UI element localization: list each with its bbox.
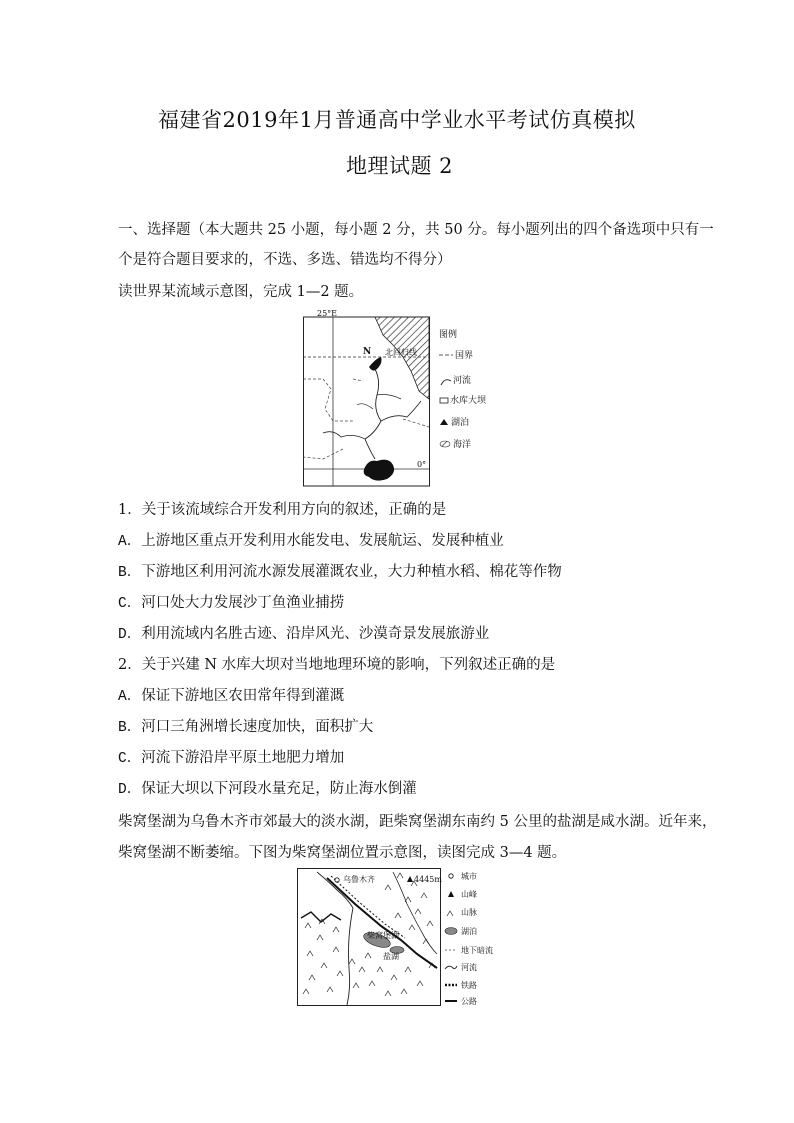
q2-stem: 2．关于兴建 N 水库大坝对当地地理环境的影响，下列叙述正确的是 <box>118 657 556 673</box>
q2-option-c: C．河流下游沿岸平原土地肥力增加 <box>118 750 345 767</box>
chaiwopu-lake-map <box>297 868 507 1006</box>
page-title: 福建省2019年1月普通高中学业水平考试仿真模拟 <box>158 108 636 132</box>
equator-label: 0° <box>417 460 427 469</box>
q2-option-d: D．保证大坝以下河段水量充足，防止海水倒灌 <box>118 781 417 798</box>
lon-label: 25°E <box>317 309 338 318</box>
legend-river: 河流 <box>453 376 472 386</box>
section-instruction-line2: 个是符合题目要求的，不选、多选、错选均不得分） <box>118 252 452 268</box>
legend-sea: 海洋 <box>453 440 472 450</box>
intro-map2-line1: 柴窝堡湖为乌鲁木齐市郊最大的淡水湖，距柴窝堡湖东南约 5 公里的盐湖是咸水湖。近年来， <box>118 814 717 830</box>
legend2-city: 城市 <box>461 872 477 881</box>
peak-label: 4445m <box>414 875 442 884</box>
city-label: 乌鲁木齐 <box>343 875 375 884</box>
page-subtitle: 地理试题 2 <box>346 154 454 178</box>
legend2-peak: 山峰 <box>461 890 477 899</box>
q2-option-b: B．河口三角洲增长速度加快，面积扩大 <box>118 719 374 736</box>
lake1-label: 柴窝堡湖 <box>367 931 399 940</box>
q1-option-b: B．下游地区利用河流水源发展灌溉农业，大力种植水稻、棉花等作物 <box>118 564 562 581</box>
q1-option-c: C．河口处大力发展沙丁鱼渔业捕捞 <box>118 595 345 612</box>
legend2-range: 山脉 <box>461 908 477 917</box>
intro-map1: 读世界某流域示意图，完成 1—2 题。 <box>118 284 364 300</box>
q1-stem: 1．关于该流域综合开发利用方向的叙述，正确的是 <box>118 502 447 518</box>
legend2-road: 公路 <box>461 997 477 1006</box>
tropic-label: 北回归线 <box>385 348 417 357</box>
legend2-lake: 湖泊 <box>461 927 477 936</box>
q2-option-a: A．保证下游地区农田常年得到灌溉 <box>118 688 345 705</box>
legend-border: 国界 <box>455 351 474 361</box>
legend2-railway: 铁路 <box>461 981 477 990</box>
legend-dam: 水库大坝 <box>450 396 487 406</box>
section-instruction-line1: 一、选择题（本大题共 25 小题，每小题 2 分，共 50 分。每小题列出的四个备选项中只有一 <box>118 222 714 238</box>
lake2-label: 盐湖 <box>383 952 399 961</box>
intro-map2-line2: 柴窝堡湖不断萎缩。下图为柴窝堡湖位置示意图，读图完成 3—4 题。 <box>118 845 567 861</box>
river-basin-map <box>303 309 493 487</box>
legend-lake: 湖泊 <box>451 418 470 428</box>
legend-title: 图例 <box>439 330 458 340</box>
q1-option-a: A．上游地区重点开发利用水能发电、发展航运、发展种植业 <box>118 533 504 550</box>
legend2-river: 河流 <box>461 963 477 972</box>
dam-label: N <box>363 347 372 357</box>
legend2-underground: 地下暗流 <box>461 946 493 955</box>
q1-option-d: D．利用流域内名胜古迹、沿岸风光、沙漠奇景发展旅游业 <box>118 626 490 643</box>
